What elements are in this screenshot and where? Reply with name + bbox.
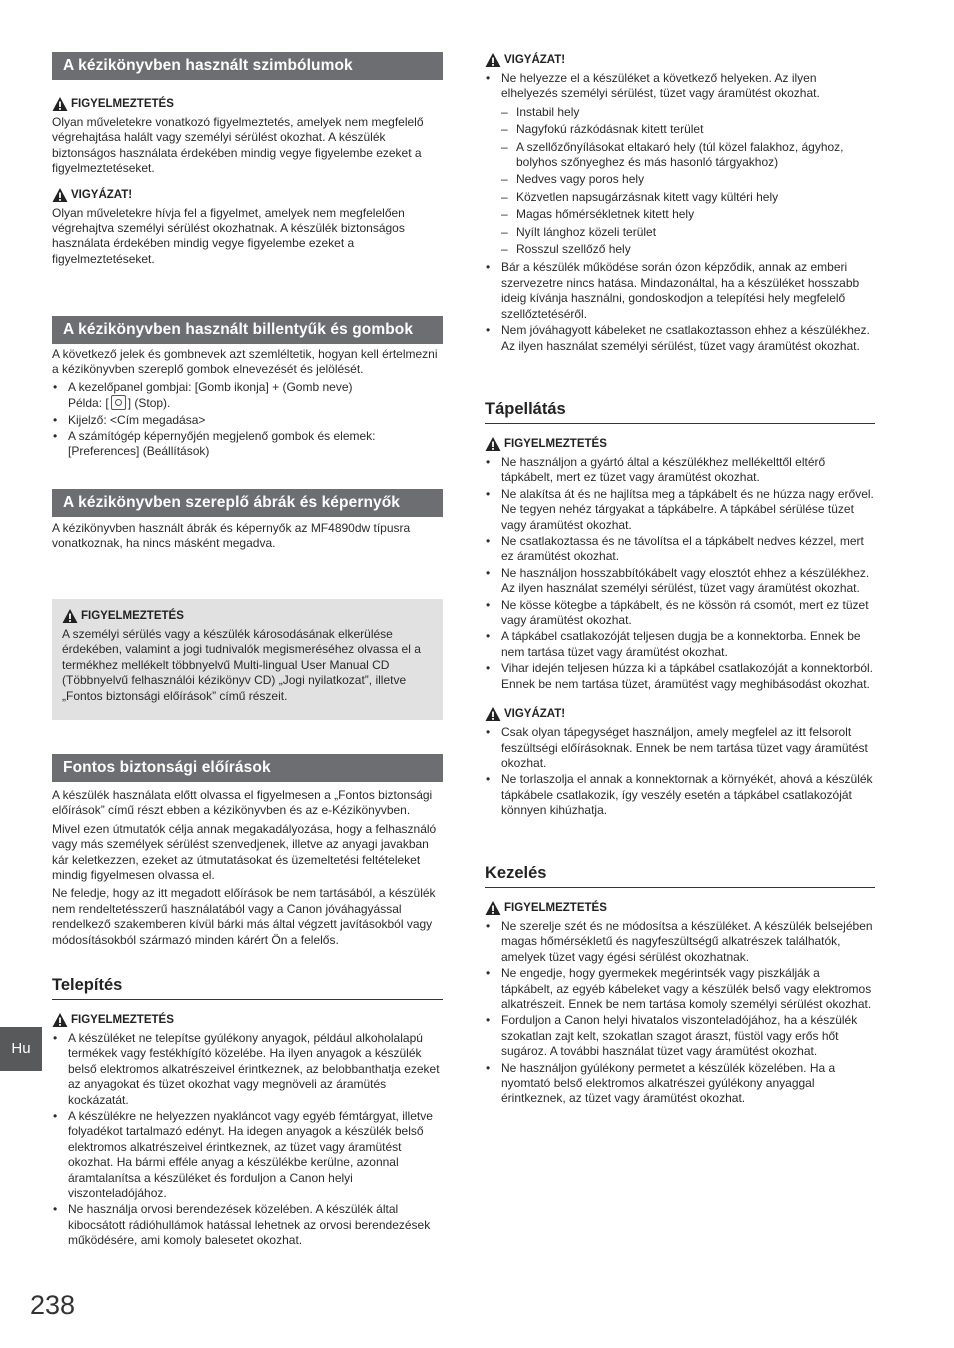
warning-icon bbox=[52, 1012, 68, 1028]
section-safety bbox=[52, 754, 443, 948]
list-item: – Közvetlen napsugárzásnak kitett vagy kültéri hely bbox=[485, 190, 875, 205]
section-title-power: Tápellátás bbox=[485, 400, 875, 424]
section-title-installation: Telepítés bbox=[52, 976, 443, 1000]
section-power bbox=[485, 400, 875, 820]
caution-label: VIGYÁZAT! bbox=[52, 187, 443, 203]
list-item: – Nyílt lánghoz közeli terület bbox=[485, 225, 875, 240]
section-installation bbox=[52, 976, 443, 1250]
keys-intro: A következő jelek és gombnevek azt szemléltetik, hogyan kell értelmezni a kézikönyvben szereplő gombok elnevezését és jelölését. bbox=[52, 347, 438, 377]
safety-paragraph: A készülék használata előtt olvassa el figyelmesen a „Fontos biztonsági előírások” című részt ebben a kézikönyvben és az e-Kézikönyvben. bbox=[52, 788, 433, 818]
list-item: – Nedves vagy poros hely bbox=[485, 172, 875, 187]
warning-icon bbox=[485, 436, 501, 452]
list-item: • Ne engedje, hogy gyermekek megérintsék vagy piszkálják a tápkábelt, az egyéb kábeleket vagy a készülék belső vagy elektromos alkatrészeit. Ennek be nem tartása komoly személyi sérülést okozhat. bbox=[485, 966, 875, 1012]
list-item: • Forduljon a Canon helyi hivatalos viszonteladójához, ha a készülék szokatlan zajt kelt, szokatlan szagot áraszt, füstöl vagy erős hőt sugároz. A további használat tüzet vagy áramütést okozhat. bbox=[485, 1013, 875, 1059]
list-item: • A készüléket ne telepítse gyúlékony anyagok, például alkoholalapú termékek vagy festékhígító közelébe. Ha ilyen anyagok a készülék belső elektromos alkatrészeivel érintkeznek, az belobbanthatja ezeket az anyagokat és tüzet okozhat vagy megnöveli az áramütés kockázatát. bbox=[52, 1031, 443, 1108]
warning-label: FIGYELMEZTETÉS bbox=[485, 436, 875, 452]
places-list bbox=[485, 105, 875, 258]
list-item: – Instabil hely bbox=[485, 105, 875, 120]
figures-text: A kézikönyvben használt ábrák és képernyők az MF4890dw típusra vonatkoznak, ha nincs másként megadva. bbox=[52, 521, 411, 551]
warning-label: FIGYELMEZTETÉS bbox=[52, 1012, 443, 1028]
list-item: – A szellőzőnyílásokat eltakaró hely (túl közel falakhoz, ágyhoz, bolyhos szőnyeghez és más hasonló tárgyakhoz) bbox=[485, 140, 875, 171]
page-number: 238 bbox=[30, 1290, 76, 1320]
warning-icon bbox=[62, 608, 78, 624]
warning-label: FIGYELMEZTETÉS bbox=[52, 96, 443, 112]
warning-icon bbox=[52, 96, 68, 112]
section-caution-placement bbox=[485, 52, 875, 355]
power-warning-list bbox=[485, 455, 875, 692]
section-title-safety: Fontos biztonsági előírások bbox=[52, 754, 443, 782]
list-item: • A számítógép képernyőjén megjelenő gombok és elemek: [Preferences] (Beállítások) bbox=[52, 429, 443, 460]
caution-list bbox=[485, 260, 875, 353]
warning-icon bbox=[485, 52, 501, 68]
warning-label: FIGYELMEZTETÉS bbox=[485, 900, 875, 916]
list-item: – Nagyfokú rázkódásnak kitett terület bbox=[485, 122, 875, 137]
caution-list bbox=[485, 71, 875, 102]
list-item: • A készülékre ne helyezzen nyakláncot vagy egyéb fémtárgyat, illetve folyadékot tartalmazó edényt. Ha idegen anyagok a készülék belső elektromos alkatrészeivel érintkeznek, az tüzet vagy áramütést okozhat. Ha bármi efféle anyag a készülékbe kerülne, azonnal áramtalanítsa a készüléket és forduljon a Canon helyi viszonteladójához. bbox=[52, 1109, 443, 1201]
power-caution-list bbox=[485, 725, 875, 818]
list-item: • Ne csatlakoztassa és ne távolítsa el a tápkábelt nedves kézzel, mert ez áramütést okozhat. bbox=[485, 534, 875, 565]
section-figures bbox=[52, 489, 443, 552]
language-tab: Hu bbox=[0, 1027, 42, 1071]
section-title-keys: A kézikönyvben használt billentyűk és gombok bbox=[52, 316, 443, 344]
list-item: • A kezelőpanel gombjai: [Gomb ikonja] + (Gomb neve) Példa: [ ] (Stop). bbox=[52, 380, 443, 412]
warning-icon bbox=[52, 187, 68, 203]
section-handling bbox=[485, 864, 875, 1108]
section-title-symbols: A kézikönyvben használt szimbólumok bbox=[52, 52, 443, 80]
safety-paragraph: Mivel ezen útmutatók célja annak megakadályozása, hogy a felhasználó vagy más személyek sérülést szenvedjenek, illetve az anyagi javakban kár keletkezzen, ezeket az útmutatásokat és üzemeltetési feltételeket mindig figyelmesen olvassa el. bbox=[52, 821, 437, 883]
caution-label: VIGYÁZAT! bbox=[485, 52, 875, 68]
list-item: • A tápkábel csatlakozóját teljesen dugja be a konnektorba. Ennek be nem tartása tüzet vagy áramütést okozhat. bbox=[485, 629, 875, 660]
list-item: • Ne alakítsa át és ne hajlítsa meg a tápkábelt és ne húzza nagy erővel. Ne tegyen nehéz tárgyakat a tápkábelre. A tápkábel sérülése tüzet vagy áramütést okozhat. bbox=[485, 487, 875, 533]
stop-icon bbox=[111, 395, 126, 410]
legal-notice-box bbox=[52, 599, 443, 720]
warning-description: Olyan műveletekre vonatkozó figyelmeztetés, amelyek nem megfelelő végrehajtása halált vagy személyi sérülést okozhat. A készülék biztonságos használata érdekében mindig vegye figyelembe ezeket a figyelmeztetéseket. bbox=[52, 115, 424, 176]
list-item: • Vihar idején teljesen húzza ki a tápkábel csatlakozóját a konnektorból. Ennek be nem tartása tüzet, áramütést vagy meghibásodást okozhat. bbox=[485, 661, 875, 692]
list-item: • Ne használja orvosi berendezések közelében. A készülék által kibocsátott rádióhullámok hatással lehetnek az orvosi berendezések működésére, ami komoly balesetet okozhat. bbox=[52, 1202, 443, 1248]
list-item: • Ne használjon hosszabbítókábelt vagy elosztót ehhez a készülékhez. Az ilyen használat személyi sérülést, tüzet vagy áramütést okozhat. bbox=[485, 566, 875, 597]
list-item: • Ne használjon gyúlékony permetet a készülék közelében. Ha a nyomtató belső elektromos alkatrészei gyúlékony anyaggal érintkeznek, az tüzet vagy áramütést okozhat. bbox=[485, 1061, 875, 1107]
section-keys bbox=[52, 316, 443, 461]
caution-description: Olyan műveletekre hívja fel a figyelmet, amelyek nem megfelelően végrehajtva személyi sérülést okozhatnak. A készülék biztonságos használata érdekében mindig vegye figyelembe ezeket a figyelmeztetéseket. bbox=[52, 205, 405, 266]
list-item: • Csak olyan tápegységet használjon, amely megfelel az itt felsorolt feszültségi előírásoknak. Ennek be nem tartása tüzet vagy áramütést okozhat. bbox=[485, 725, 875, 771]
handling-list bbox=[485, 919, 875, 1107]
safety-paragraph: Ne feledje, hogy az itt megadott előírások be nem tartásából, a készülék nem rendeltetésszerű használatából vagy a Canon jóváhagyással rendelkező szakemberen kívül bárki más által végzett javításokból vagy módosításokból származó minden kárért Ön a felelős. bbox=[52, 886, 436, 947]
section-title-handling: Kezelés bbox=[485, 864, 875, 888]
warning-label: FIGYELMEZTETÉS bbox=[62, 608, 433, 624]
warning-icon bbox=[485, 900, 501, 916]
list-item: • Kijelző: <Cím megadása> bbox=[52, 413, 443, 428]
list-item: • Ne torlaszolja el annak a konnektornak a környékét, ahová a készülék tápkábele csatlakozik, így veszély esetén a tápkábel csatlakozóját könnyen kihúzhatja. bbox=[485, 772, 875, 818]
keys-list bbox=[52, 380, 443, 460]
list-item: • Nem jóváhagyott kábeleket ne csatlakoztasson ehhez a készülékhez. Az ilyen használat személyi sérülést, tüzet vagy áramütést okozhat. bbox=[485, 323, 875, 354]
list-item: – Rosszul szellőző hely bbox=[485, 242, 875, 257]
section-symbols bbox=[52, 52, 443, 267]
section-title-figures: A kézikönyvben szereplő ábrák és képernyők bbox=[52, 489, 443, 517]
list-item: – Magas hőmérsékletnek kitett hely bbox=[485, 207, 875, 222]
installation-list bbox=[52, 1031, 443, 1249]
caution-label: VIGYÁZAT! bbox=[485, 706, 875, 722]
warning-icon bbox=[485, 706, 501, 722]
list-item: • Bár a készülék működése során ózon képződik, annak az emberi szervezetre nincs hatása. Mindazonáltal, ha a készüléket hosszabb ideig kívánja használni, gondoskodjon a telepítési hely megfelelő szellőztetéséről. bbox=[485, 260, 875, 322]
list-item: • Ne kösse kötegbe a tápkábelt, és ne kössön rá csomót, mert ez tüzet vagy áramütést okozhat. bbox=[485, 598, 875, 629]
list-item: • Ne helyezze el a készüléket a következő helyeken. Az ilyen elhelyezés személyi sérülést, tüzet vagy áramütést okozhat. bbox=[485, 71, 875, 102]
list-item: • Ne használjon a gyártó által a készülékhez mellékelttől eltérő tápkábelt, mert ez tüzet vagy áramütést okozhat. bbox=[485, 455, 875, 486]
legal-notice-text: A személyi sérülés vagy a készülék károsodásának elkerülése érdekében, valamint a jogi tudnivalók megismeréséhez olvassa el a termékhez mellékelt többnyelvű Multi-lingual User Manual CD (Többnyelvű felhasználói kézikönyv CD) „Jogi nyilatkozat”, illetve „Fontos biztonsági előírások” című részeit. bbox=[62, 627, 421, 703]
list-item: • Ne szerelje szét és ne módosítsa a készüléket. A készülék belsejében magas hőmérsékletű és nagyfeszültségű alkatrészek találhatók, amelyek tüzet vagy égési sérülést okozhatnak. bbox=[485, 919, 875, 965]
